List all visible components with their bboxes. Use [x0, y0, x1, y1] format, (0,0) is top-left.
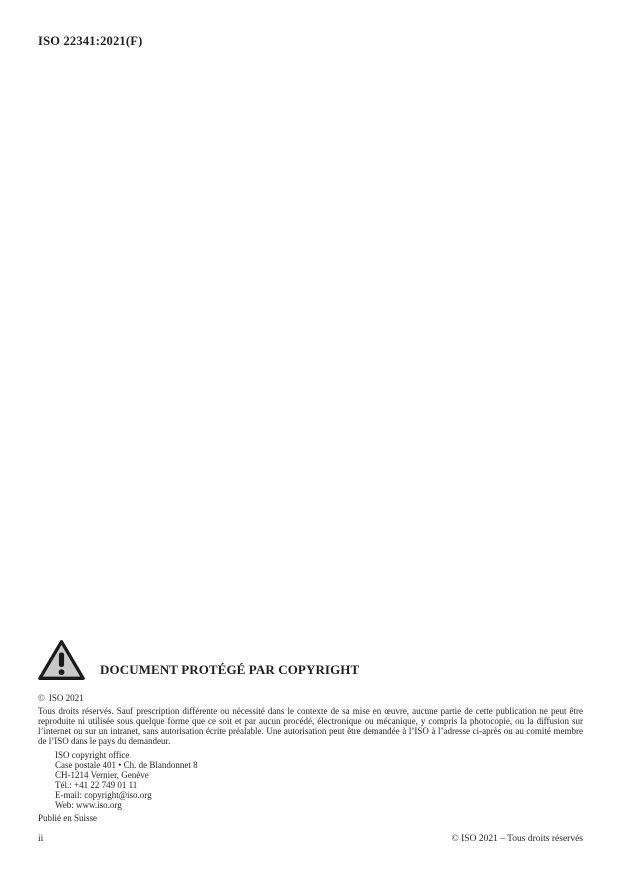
- address-line-office: ISO copyright office: [55, 749, 130, 760]
- address-line-city: CH-1214 Vernier, Genève: [55, 769, 149, 780]
- copyright-year: ISO 2021: [48, 693, 84, 703]
- address-line-phone: Tél.: +41 22 749 01 11: [55, 779, 138, 790]
- page-number: ii: [38, 834, 44, 844]
- address-line-web: Web: www.iso.org: [55, 799, 122, 810]
- copyright-notice-title: DOCUMENT PROTÉGÉ PAR COPYRIGHT: [100, 662, 360, 677]
- copyright-year-line: [38, 693, 583, 703]
- copyright-symbol: ©: [38, 693, 49, 703]
- page-footer: [38, 834, 583, 844]
- document-reference-header: ISO 22341:2021(F): [38, 34, 143, 48]
- copyright-notice-header-row: [38, 636, 583, 684]
- published-in-switzerland-line: Publié en Suisse: [38, 813, 98, 824]
- iso-address-block: [55, 750, 583, 810]
- copyright-notice-section: [38, 636, 583, 823]
- warning-triangle-icon: [38, 636, 85, 684]
- address-line-email: E-mail: copyright@iso.org: [55, 789, 152, 800]
- footer-copyright-text: © ISO 2021 – Tous droits réservés: [451, 834, 583, 844]
- address-line-postal: Case postale 401 • Ch. de Blandonnet 8: [55, 759, 198, 770]
- copyright-body-paragraph: Tous droits réservés. Sauf prescription différente ou nécessité dans le contexte de sa mise en œuvre, aucune partie de cette publication ne peut être reproduite ni utilisée sous quelque forme que ce soit et par aucun procédé, électronique ou mécanique, y compris la photocopie, ou la diffusion sur l’internet ou sur un intranet, sans autorisation écrite préalable. Une autorisation peut être demandée à l’ISO à l’adresse ci-après ou au comité membre de l’ISO dans le pays du demandeur.: [38, 705, 583, 747]
